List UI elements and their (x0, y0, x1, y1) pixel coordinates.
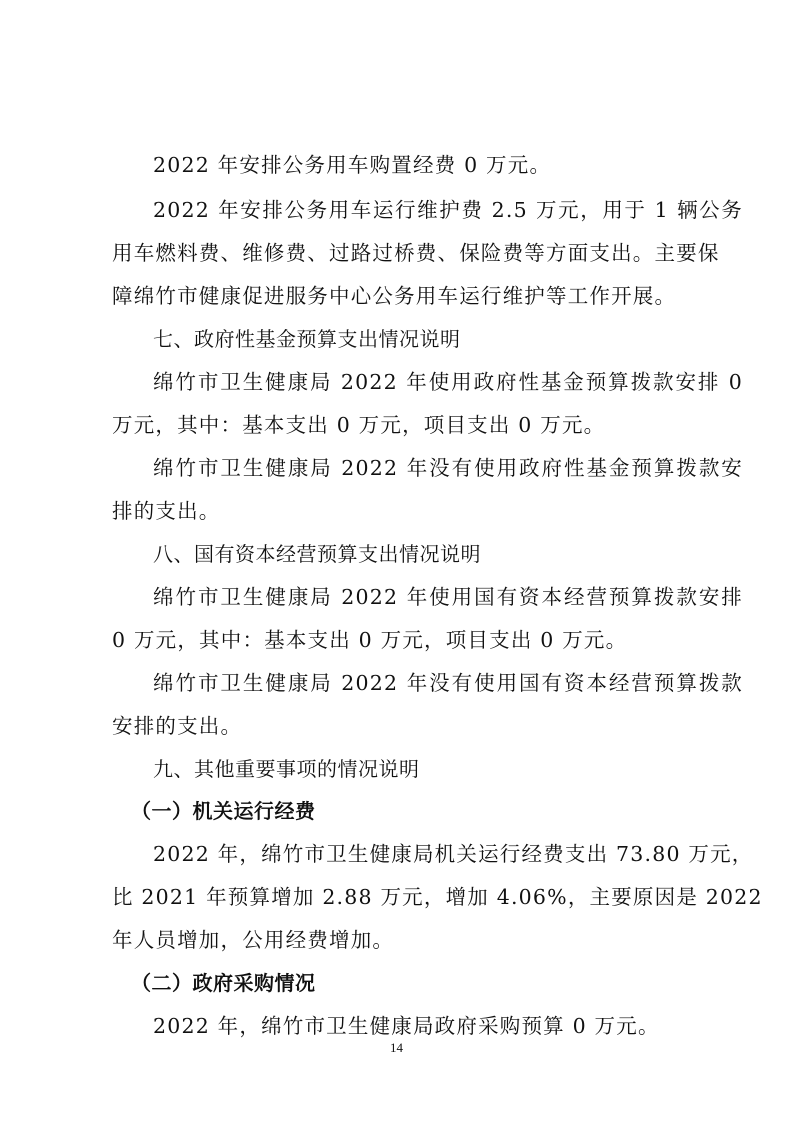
page-number: 14 (390, 1040, 403, 1055)
section-heading-7: 七、政府性基金预算支出情况说明 (153, 327, 461, 351)
paragraph-line: 用车燃料费、维修费、过路过桥费、保险费等方面支出。主要保 (112, 241, 720, 265)
paragraph-line: 排的支出。 (112, 499, 221, 523)
paragraph-line: 绵竹市卫生健康局 2022 年使用政府性基金预算拨款安排 0 (153, 370, 743, 394)
paragraph-line: 比 2021 年预算增加 2.88 万元，增加 4.06%，主要原因是 2022 (112, 885, 763, 909)
paragraph-line: 2022 年安排公务用车购置经费 0 万元。 (153, 153, 552, 177)
paragraph-line: 绵竹市卫生健康局 2022 年使用国有资本经营预算拨款安排 (153, 585, 743, 609)
paragraph-line: 安排的支出。 (112, 714, 243, 738)
paragraph-line: 2022 年，绵竹市卫生健康局机关运行经费支出 73.80 万元， (153, 842, 754, 866)
subsection-heading-2: （二）政府采购情况 (131, 971, 316, 995)
section-heading-9: 九、其他重要事项的情况说明 (153, 757, 420, 781)
paragraph-line: 障绵竹市健康促进服务中心公务用车运行维护等工作开展。 (112, 284, 677, 308)
paragraph-line: 绵竹市卫生健康局 2022 年没有使用国有资本经营预算拨款 (153, 671, 743, 695)
subsection-heading-1: （一）机关运行经费 (131, 799, 316, 823)
paragraph-line: 绵竹市卫生健康局 2022 年没有使用政府性基金预算拨款安 (153, 456, 743, 480)
paragraph-line: 0 万元，其中：基本支出 0 万元，项目支出 0 万元。 (112, 628, 628, 652)
section-heading-8: 八、国有资本经营预算支出情况说明 (153, 542, 481, 566)
paragraph-line: 2022 年，绵竹市卫生健康局政府采购预算 0 万元。 (153, 1014, 660, 1038)
paragraph-line: 年人员增加，公用经费增加。 (112, 928, 395, 952)
paragraph-line: 2022 年安排公务用车运行维护费 2.5 万元，用于 1 辆公务 (153, 198, 743, 222)
paragraph-line: 万元，其中：基本支出 0 万元，项目支出 0 万元。 (112, 413, 606, 437)
